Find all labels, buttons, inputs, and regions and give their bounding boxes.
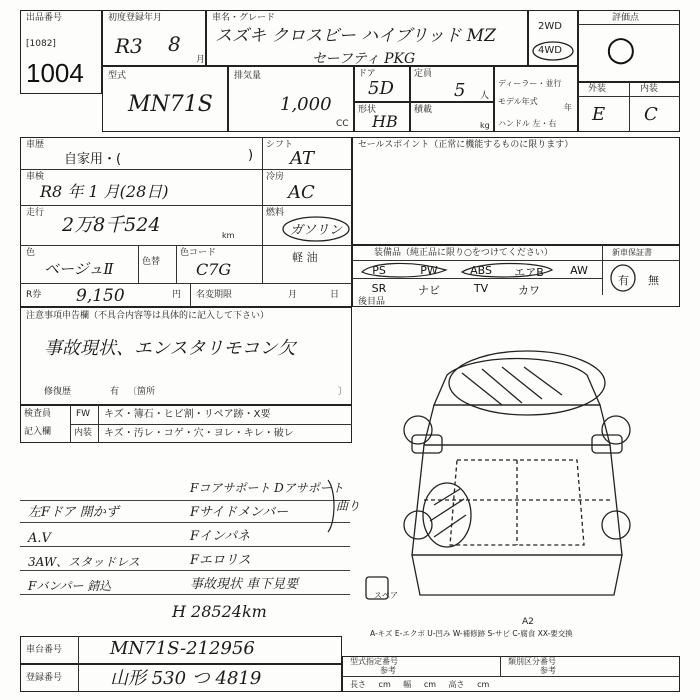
aircon-value: AC [288, 182, 315, 203]
mileage-label: 走行 [26, 208, 45, 218]
ref-right: 参考 [540, 666, 556, 675]
car-damage-diagram [352, 345, 682, 620]
expiry-day: 日 [330, 290, 340, 300]
warranty-circle [608, 262, 638, 294]
inspector-note-6: 3AW、スタッドレス [28, 555, 140, 569]
equipment-label: 装備品（純正品に限り○をつけてください） [374, 248, 553, 258]
warranty-label: 新車保証書 [612, 248, 652, 257]
warranty-no: 無 [648, 274, 659, 287]
repair-place: 〔箇所 [128, 387, 156, 397]
shape-label: 形状 [358, 105, 377, 115]
history-close: ) [248, 148, 254, 163]
fuel-alt: 軽 油 [292, 251, 318, 264]
color-code-label: 色コード [180, 248, 217, 258]
equip-circles [352, 260, 602, 280]
displacement-unit: CC [336, 119, 349, 129]
inspector-note-10: 曲り [336, 499, 361, 513]
note-line-1: 事故現状、エンスタリモコン欠 [44, 338, 296, 359]
dimensions: 長さ cm 幅 cm 高さ cm [350, 680, 490, 689]
inspector-note-1: Fコアサポート Dアサポート [190, 481, 344, 495]
expiry-label: 名変期限 [196, 290, 233, 300]
model-label: 型式 [108, 71, 127, 81]
fuel-label: 燃料 [266, 208, 285, 218]
month-unit: 月 [196, 55, 206, 65]
shift-value: AT [290, 148, 315, 169]
inspector-note-7: Fエロリス [190, 553, 251, 568]
model-year-unit: 年 [564, 103, 572, 112]
fw-items: キズ・簿石・ヒビ割・リペア跡・X要 [104, 409, 271, 420]
car-sub: セーフティ PKG [312, 51, 416, 67]
color-label: 色 [26, 248, 36, 258]
equip-tv: TV [473, 282, 489, 295]
repair-label: 修復歴 [44, 387, 72, 397]
ref-left: 参考 [380, 666, 396, 675]
inspector-note-4: A.V [28, 531, 51, 546]
doors-label: ドア [358, 69, 376, 79]
drive-4wd-circle [530, 40, 576, 62]
color-code-value: C7G [196, 260, 232, 279]
int-label-small: 内装 [74, 428, 93, 438]
doors-value: 5D [368, 78, 394, 99]
drive-4wd: 4WD [538, 45, 562, 56]
int-label: 内装 [640, 84, 659, 94]
score-value: ○ [606, 29, 636, 69]
sales-box [352, 137, 680, 245]
inspector-label-1: 検査員 [24, 409, 52, 419]
name-grade-label: 車名・グレード [212, 13, 276, 23]
ext-value: E [592, 104, 606, 125]
capacity-value: 5 [454, 80, 466, 101]
history-label: 車歴 [26, 140, 45, 150]
int-value: C [644, 104, 658, 125]
back-seat-label: 後目品 [358, 297, 386, 307]
sales-label: セールスポイント（正常に機能するものに限ります） [358, 140, 574, 150]
capacity-unit: 人 [480, 91, 490, 101]
tone-label: 色替 [142, 257, 161, 267]
equip-aw: AW [570, 264, 588, 277]
model-designation: 型式指定番号 [350, 657, 398, 666]
bracket-mark [326, 478, 338, 534]
history-value: 自家用・( [64, 152, 122, 167]
score-label: 評価点 [612, 13, 640, 23]
equip-sr: SR [371, 282, 387, 295]
loading-label: 積載 [414, 105, 433, 115]
inspector-note-9: 事故現状 車下見要 [190, 577, 299, 592]
equip-navi: ナビ [418, 284, 440, 297]
inspector-note-3: Fサイドメンバー [190, 505, 289, 520]
ext-label: 外装 [588, 84, 607, 94]
model-year-label: モデル年式 [498, 97, 538, 106]
inspection-label: 車検 [26, 172, 45, 182]
first-reg-label: 初度登録年月 [108, 13, 163, 23]
shape-value: HB [372, 112, 398, 131]
first-reg-month: 8 [168, 32, 181, 56]
mileage-unit: km [222, 231, 235, 240]
drive-2wd: 2WD [538, 21, 562, 32]
recycle-unit: 円 [172, 290, 182, 300]
inspector-label-2: 記入欄 [24, 427, 52, 437]
inspector-note-5: Fインパネ [190, 529, 251, 544]
displacement-value: 1,000 [280, 94, 332, 115]
expiry-month: 月 [288, 290, 298, 300]
dealer-label: ディーラー・並行 [498, 79, 562, 88]
repair-value: 有 [110, 387, 120, 397]
equip-leather: カワ [518, 284, 540, 297]
fw-label: FW [76, 409, 91, 419]
lot-code: [1082] [26, 39, 56, 49]
car-name: スズキ クロスビー ハイブリッド MZ [215, 26, 496, 46]
fuel-circle [280, 214, 352, 244]
repair-close: 〕 [338, 387, 348, 397]
recycle-label: R券 [26, 290, 42, 300]
warranty-yes: 有 [618, 274, 629, 287]
int-items: キズ・汚レ・コゲ・穴・ヨレ・キレ・破レ [104, 428, 294, 439]
inspection-value: R8 年 1 月(28日) [40, 182, 169, 201]
color-value: ベージュⅡ [44, 260, 114, 278]
capacity-label: 定員 [414, 69, 433, 79]
notes-label: 注意事項申告欄（不具合内容等は具体的に記入して下さい） [26, 311, 270, 321]
legend: A-キズ E-エクボ U-凹み W-補修跡 S-サビ C-腐食 XX-要交換 [370, 629, 573, 638]
equip-abs: ABS [470, 264, 492, 277]
fuel-value: ガソリン [290, 223, 343, 238]
category: 類別区分番号 [508, 657, 556, 666]
lot-number: 1004 [26, 58, 84, 88]
aircon-label: 冷房 [266, 172, 285, 182]
shift-label: シフト [266, 140, 294, 150]
spare-label: スペア [374, 591, 398, 600]
odometer-note: H 28524km [172, 602, 267, 621]
lot-label: 出品番号 [26, 13, 63, 23]
recycle-value: 9,150 [76, 286, 125, 306]
equip-ps: PS [372, 264, 386, 277]
equip-pw: PW [420, 264, 438, 277]
displacement-label: 排気量 [234, 71, 262, 81]
equip-airbag: エアB [514, 266, 544, 279]
chassis-value: MN71S-212956 [110, 638, 255, 659]
registration-value: 山形 530 つ 4819 [110, 668, 262, 689]
first-reg-year: R3 [115, 34, 143, 58]
model-value: MN71S [128, 92, 213, 117]
chassis-label: 車台番号 [26, 645, 63, 655]
registration-label: 登録番号 [26, 673, 63, 683]
mileage-value: 2万8千524 [62, 214, 161, 236]
inspector-note-2: 左Fドア 開かず [28, 505, 119, 520]
inspector-note-8: Fバンパー 錆込 [28, 579, 112, 593]
diagram-code: A2 [522, 617, 534, 627]
loading-unit: kg [480, 121, 490, 130]
handle-label: ハンドル 左・右 [498, 119, 557, 128]
